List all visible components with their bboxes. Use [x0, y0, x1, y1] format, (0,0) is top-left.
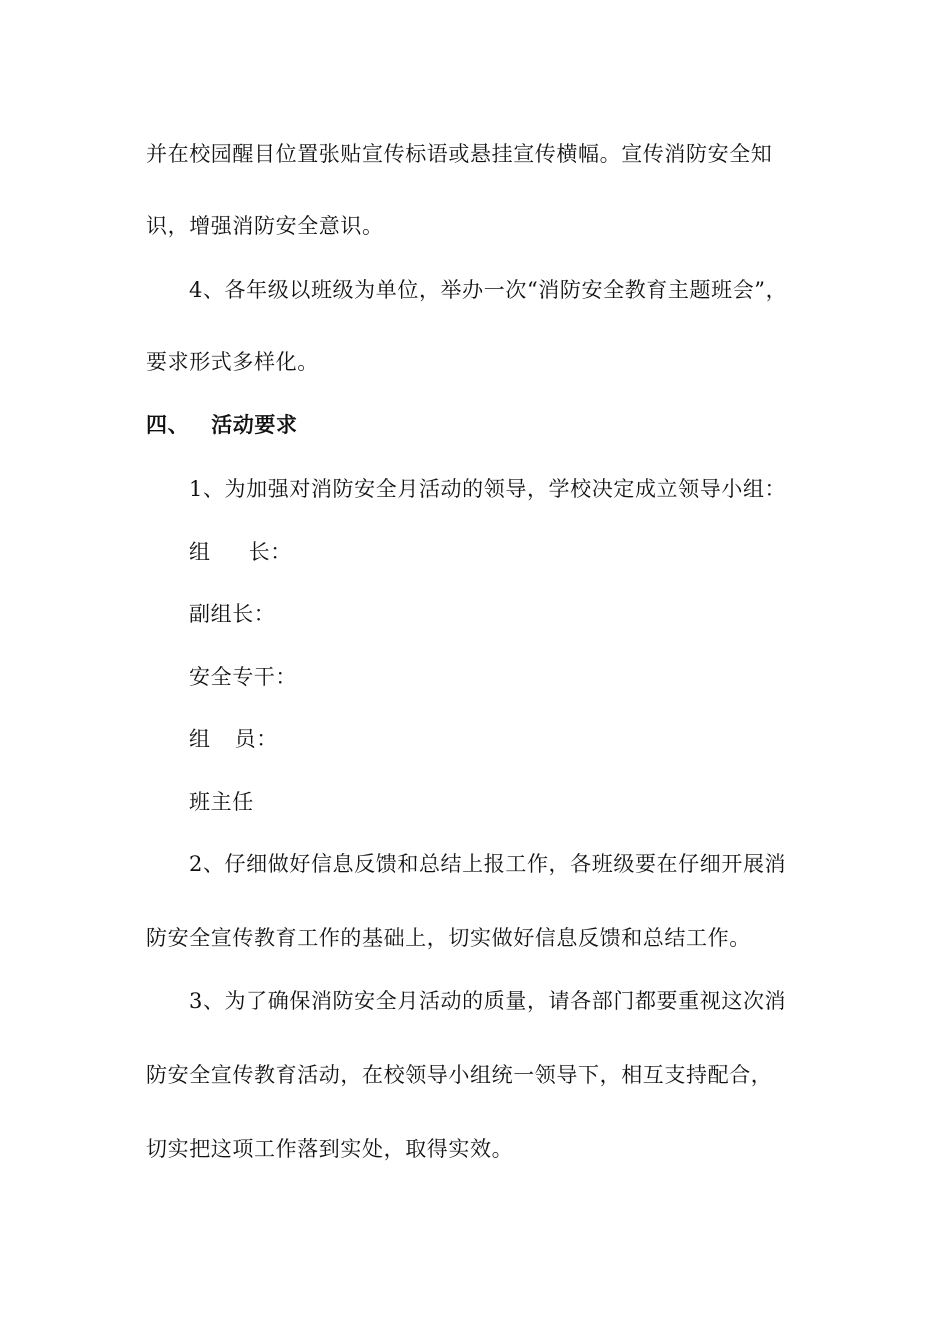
section-number: 四、 — [146, 412, 190, 437]
safety-officer-label: 安全专干： — [189, 665, 297, 689]
paragraph-line: 1、为加强对消防安全月活动的领导，学校决定成立领导小组： — [189, 477, 787, 501]
section-heading — [146, 411, 298, 439]
deputy-label: 副组长： — [189, 602, 276, 626]
leader-label: 组 长： — [189, 540, 292, 564]
paragraph-line: 识，增强消防安全意识。 — [146, 214, 384, 238]
section-title: 活动要求 — [211, 412, 298, 437]
paragraph-line: 防安全宣传教育活动，在校领导小组统一领导下，相互支持配合， — [146, 1063, 773, 1087]
paragraph-line: 3、为了确保消防安全月活动的质量，请各部门都要重视这次消 — [189, 989, 787, 1013]
class-teacher-label: 班主任 — [189, 790, 254, 814]
paragraph-line: 切实把这项工作落到实处，取得实效。 — [146, 1137, 514, 1161]
paragraph-line: 并在校园醒目位置张贴宣传标语或悬挂宣传横幅。宣传消防安全知 — [146, 142, 773, 166]
paragraph-line: 4、各年级以班级为单位，举办一次“消防安全教育主题班会”， — [189, 278, 788, 302]
paragraph-line: 要求形式多样化。 — [146, 350, 319, 374]
paragraph-line: 2、仔细做好信息反馈和总结上报工作，各班级要在仔细开展消 — [189, 852, 787, 876]
paragraph-line: 防安全宣传教育工作的基础上，切实做好信息反馈和总结工作。 — [146, 926, 751, 950]
member-label: 组 员： — [189, 727, 278, 751]
